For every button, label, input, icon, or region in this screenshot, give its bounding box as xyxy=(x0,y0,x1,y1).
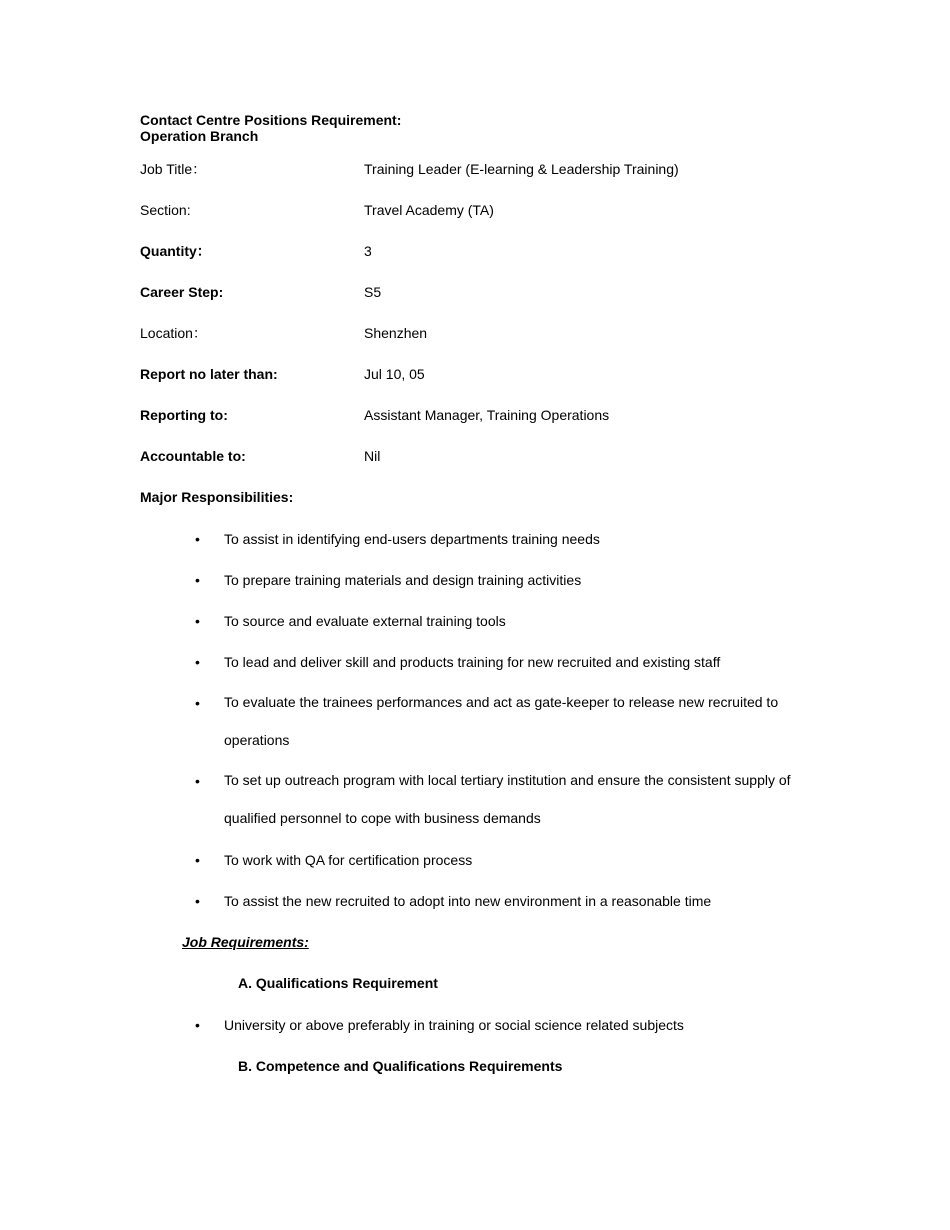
responsibility-text: To source and evaluate external training tools xyxy=(224,613,506,629)
job-requirements-heading: Job Requirements: xyxy=(182,934,309,950)
document-title xyxy=(140,112,401,144)
title-line-2: Operation Branch xyxy=(140,128,259,144)
field-quantity xyxy=(140,242,840,260)
responsibility-text: To evaluate the trainees performances and act as gate-keeper to release new recruited to operations xyxy=(224,694,779,748)
qualifications-heading: A. Qualifications Requirement xyxy=(238,975,438,991)
field-location xyxy=(140,324,840,342)
field-label: Job Title： xyxy=(140,161,207,177)
responsibility-text: To assist the new recruited to adopt into new environment in a reasonable time xyxy=(224,893,712,909)
responsibility-text: To prepare training materials and design training activities xyxy=(224,572,582,588)
field-value: Travel Academy (TA) xyxy=(364,202,494,218)
field-value: 3 xyxy=(364,243,372,259)
field-value: Nil xyxy=(364,448,381,464)
field-section xyxy=(140,201,840,219)
bullet-icon: • xyxy=(195,773,200,789)
field-label: Quantity： xyxy=(140,243,211,259)
field-accountable-to xyxy=(140,447,840,465)
field-value: Jul 10, 05 xyxy=(364,366,425,382)
responsibility-text: To assist in identifying end-users departments training needs xyxy=(224,531,600,547)
title-line-1: Contact Centre Positions Requirement: xyxy=(140,112,402,128)
bullet-icon: • xyxy=(195,531,200,547)
field-label: Career Step: xyxy=(140,284,224,300)
bullet-icon: • xyxy=(195,654,200,670)
field-value: Training Leader (E-learning & Leadership Training) xyxy=(364,161,679,177)
field-label: Section: xyxy=(140,202,191,218)
responsibility-text: To set up outreach program with local tertiary institution and ensure the consistent supply of qualified personnel to cope with business demands xyxy=(224,772,791,826)
qualification-text: University or above preferably in training or social science related subjects xyxy=(224,1017,684,1033)
bullet-icon: • xyxy=(195,613,200,629)
competence-heading: B. Competence and Qualifications Requirements xyxy=(238,1058,563,1074)
field-label: Report no later than: xyxy=(140,366,278,382)
field-job-title xyxy=(140,160,840,178)
bullet-icon: • xyxy=(195,852,200,868)
field-label: Accountable to: xyxy=(140,448,246,464)
bullet-icon: • xyxy=(195,572,200,588)
field-value: Shenzhen xyxy=(364,325,428,341)
field-report-date xyxy=(140,365,840,383)
responsibility-text: To lead and deliver skill and products training for new recruited and existing staff xyxy=(224,654,721,670)
field-label: Reporting to: xyxy=(140,407,228,423)
bullet-icon: • xyxy=(195,1017,200,1033)
field-label: Location： xyxy=(140,325,207,341)
field-reporting-to xyxy=(140,406,840,424)
field-value: Assistant Manager, Training Operations xyxy=(364,407,610,423)
bullet-icon: • xyxy=(195,695,200,711)
responsibility-text: To work with QA for certification process xyxy=(224,852,473,868)
bullet-icon: • xyxy=(195,893,200,909)
field-career-step xyxy=(140,283,840,301)
responsibilities-heading: Major Responsibilities: xyxy=(140,489,294,505)
field-value: S5 xyxy=(364,284,382,300)
